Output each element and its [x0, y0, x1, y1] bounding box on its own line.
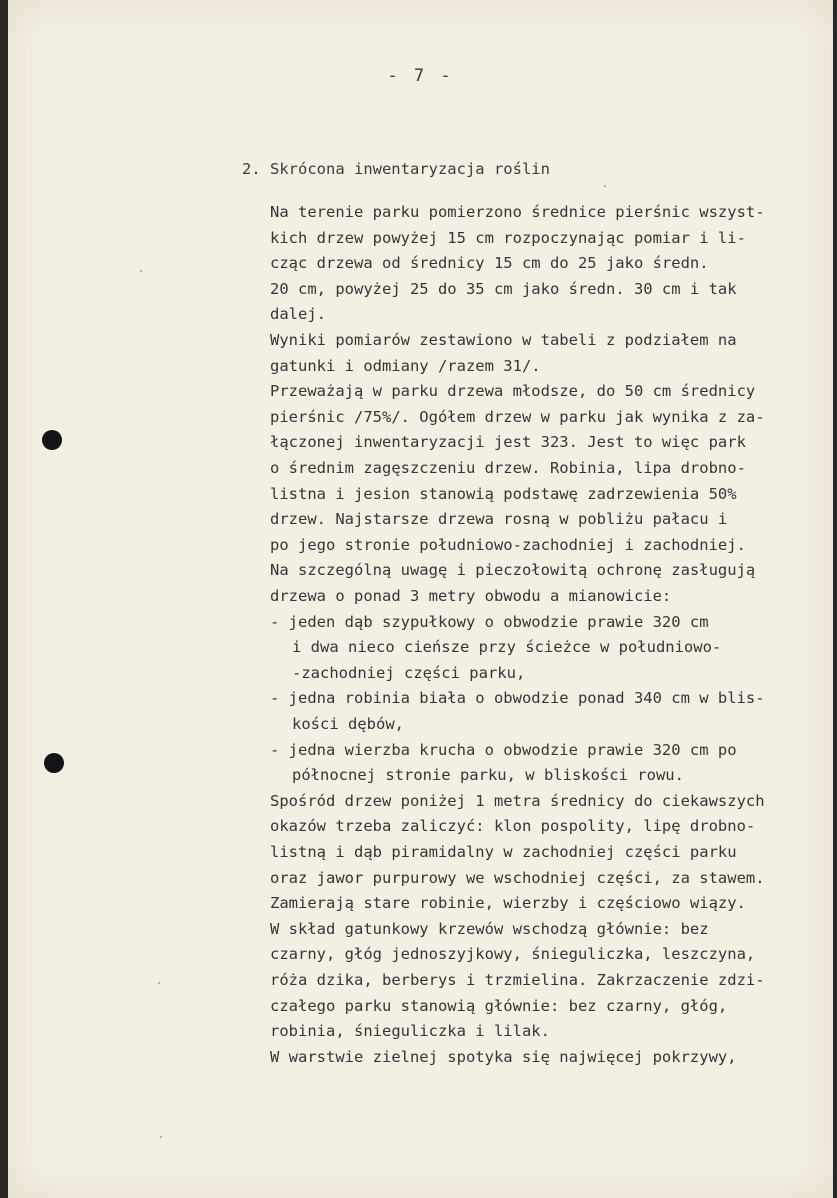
text-line: Spośród drzew poniżej 1 metra średnicy do ciekawszych — [270, 791, 765, 810]
document-page — [8, 0, 833, 1198]
text-line: listna i jesion stanowią podstawę zadrzewienia 50% — [270, 484, 737, 503]
paper-speck — [604, 185, 606, 187]
text-line: drzewa o ponad 3 metry obwodu a mianowicie: — [270, 587, 672, 605]
punch-hole — [42, 430, 62, 450]
text-line: róża dzika, berberys i trzmielina. Zakrzaczenie zdzi- — [270, 971, 765, 989]
punch-hole — [44, 753, 64, 773]
text-line: i dwa nieco cieńsze przy ścieżce w południowo- — [292, 638, 722, 657]
text-line: - jeden dąb szypułkowy o obwodzie prawie 320 cm — [270, 612, 709, 631]
text-line: Wyniki pomiarów zestawiono w tabeli z podziałem na — [270, 331, 737, 349]
text-line: robinia, śnieguliczka i lilak. — [270, 1022, 550, 1041]
paper-speck — [140, 270, 142, 272]
paper-speck — [158, 982, 160, 984]
text-line: czałego parku stanowią głównie: bez czarny, głóg, — [270, 996, 728, 1015]
text-line: okazów trzeba zaliczyć: klon pospolity, lipę drobno- — [270, 817, 756, 836]
text-line: Zamierają stare robinie, wierzby i częściowo wiązy. — [270, 894, 746, 913]
text-line: cząc drzewa od średnicy 15 cm do 25 jako średn. — [270, 254, 709, 273]
text-line: W skład gatunkowy krzewów wschodzą głównie: bez — [270, 919, 709, 938]
text-line: czarny, głóg jednoszyjkowy, śnieguliczka, leszczyna, — [270, 945, 756, 964]
text-line: 20 cm, powyżej 25 do 35 cm jako średn. 30 cm i tak — [270, 279, 737, 298]
text-line: po jego stronie południowo-zachodniej i zachodniej. — [270, 535, 746, 554]
text-line: -zachodniej części parku, — [292, 663, 526, 682]
text-line: kich drzew powyżej 15 cm rozpoczynając pomiar i li- — [270, 228, 746, 247]
text-line: północnej stronie parku, w bliskości rowu. — [292, 766, 684, 785]
text-line: Przeważają w parku drzewa młodsze, do 50 cm średnicy — [270, 382, 756, 401]
text-line: oraz jawor purpurowy we wschodniej części, za stawem. — [270, 868, 765, 887]
text-line: drzew. Najstarsze drzewa rosną w pobliżu pałacu i — [270, 510, 728, 529]
text-line: listną i dąb piramidalny w zachodniej części parku — [270, 843, 737, 861]
paper-speck — [160, 1136, 162, 1138]
text-line: W warstwie zielnej spotyka się najwięcej pokrzywy, — [270, 1047, 737, 1066]
section-heading: 2. Skrócona inwentaryzacja roślin — [242, 160, 550, 178]
text-line: gatunki i odmiany /razem 31/. — [270, 356, 541, 375]
text-line: pierśnic /75%/. Ogółem drzew w parku jak wynika z za- — [270, 407, 765, 426]
text-line: łączonej inwentaryzacji jest 323. Jest to więc park — [270, 433, 746, 452]
text-line: Na terenie parku pomierzono średnice pierśnic wszyst- — [270, 203, 765, 221]
text-line: - jedna wierzba krucha o obwodzie prawie 320 cm po — [270, 740, 737, 759]
text-line: dalej. — [270, 305, 326, 324]
text-line: o średnim zagęszczeniu drzew. Robinia, lipa drobno- — [270, 459, 746, 477]
text-line: Na szczególną uwagę i pieczołowitą ochronę zasługują — [270, 561, 756, 580]
text-line: kości dębów, — [292, 715, 404, 733]
page-number: - 7 - — [387, 66, 454, 86]
text-line: - jedna robinia biała o obwodzie ponad 340 cm w blis- — [270, 689, 765, 708]
